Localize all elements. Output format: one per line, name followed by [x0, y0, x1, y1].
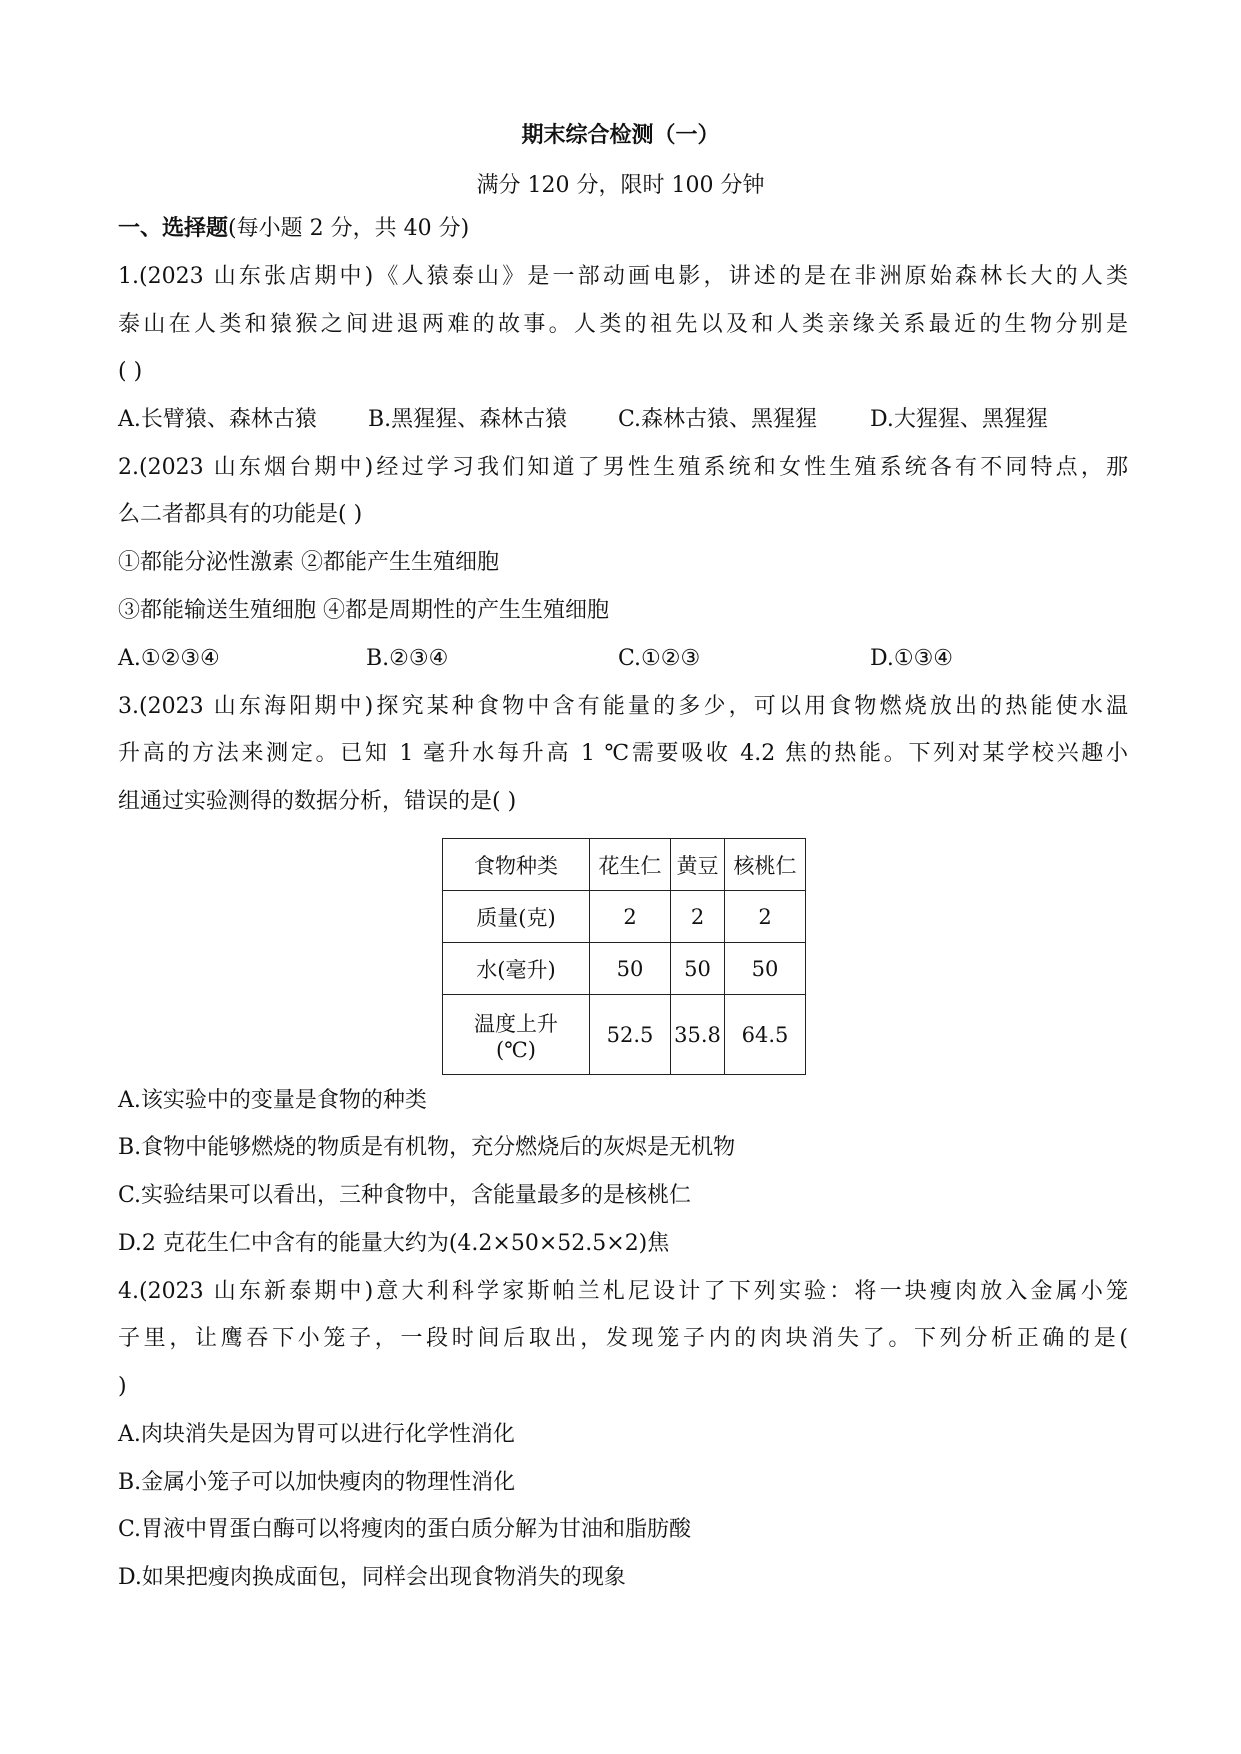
q1-line-1: 1.(2023 山东张店期中)《人猿泰山》是一部动画电影，讲述的是在非洲原始森林长大的人类 [118, 264, 1128, 289]
table-header-row [443, 839, 806, 891]
table-header-cell: 花生仁 [590, 839, 671, 891]
q2-option-c: C.①②③ [618, 646, 701, 671]
page-title: 期末综合检测（一） [521, 123, 720, 148]
q2-option-d: D.①③④ [870, 646, 954, 671]
table-cell: 50 [590, 943, 671, 995]
table-row [443, 891, 806, 943]
table-cell-temperature-label [443, 995, 590, 1075]
q2-option-b: B.②③④ [366, 646, 449, 671]
q3-line-3: 组通过实验测得的数据分析，错误的是( ) [118, 789, 517, 814]
q3-option-d: D.2 克花生仁中含有的能量大约为(4.2×50×52.5×2)焦 [118, 1231, 670, 1256]
table-cell: 52.5 [590, 995, 671, 1075]
q1-option-b: B.黑猩猩、森林古猿 [368, 407, 568, 432]
table-cell: 64.5 [725, 995, 806, 1075]
q4-option-a: A.肉块消失是因为胃可以进行化学性消化 [118, 1422, 515, 1447]
table-row [443, 995, 806, 1075]
table-cell: 2 [725, 891, 806, 943]
section-heading: 一、选择题 [118, 216, 229, 241]
q1-line-2: 泰山在人类和猿猴之间进退两难的故事。人类的祖先以及和人类亲缘关系最近的生物分别是 [118, 312, 1128, 337]
page-subtitle: 满分 120 分，限时 100 分钟 [476, 173, 765, 198]
q1-option-d: D.大猩猩、黑猩猩 [870, 407, 1048, 432]
temp-label-line-1: 温度上升 [474, 1011, 558, 1036]
q1-answer-blank: ( ) [118, 359, 143, 384]
table-cell: 35.8 [671, 995, 725, 1075]
section-note: (每小题 2 分，共 40 分) [228, 216, 470, 241]
table-row [443, 943, 806, 995]
food-energy-table [442, 838, 806, 1075]
q2-statement-1: ①都能分泌性激素 ②都能产生生殖细胞 [118, 550, 499, 575]
table-cell: 2 [590, 891, 671, 943]
q2-option-a: A.①②③④ [118, 646, 220, 671]
q4-line-1: 4.(2023 山东新泰期中)意大利科学家斯帕兰札尼设计了下列实验：将一块瘦肉放入金属小笼 [118, 1279, 1128, 1304]
table-cell: 50 [671, 943, 725, 995]
table-cell: 2 [671, 891, 725, 943]
table-cell: 水(毫升) [443, 943, 590, 995]
q4-line-2: 子里，让鹰吞下小笼子，一段时间后取出，发现笼子内的肉块消失了。下列分析正确的是( [118, 1326, 1128, 1351]
section-heading-line [118, 214, 1128, 244]
q3-line-1: 3.(2023 山东海阳期中)探究某种食物中含有能量的多少，可以用食物燃烧放出的热能使水温 [118, 694, 1128, 719]
q1-option-a: A.长臂猿、森林古猿 [118, 407, 317, 432]
q4-option-d: D.如果把瘦肉换成面包，同样会出现食物消失的现象 [118, 1565, 626, 1590]
q3-line-2: 升高的方法来测定。已知 1 毫升水每升高 1 ℃需要吸收 4.2 焦的热能。下列对某学校兴趣小 [118, 741, 1128, 766]
table-header-cell: 黄豆 [671, 839, 725, 891]
q4-option-c: C.胃液中胃蛋白酶可以将瘦肉的蛋白质分解为甘油和脂肪酸 [118, 1517, 692, 1542]
table-header-cell: 核桃仁 [725, 839, 806, 891]
q4-line-3: ) [118, 1374, 127, 1399]
table-header-cell: 食物种类 [443, 839, 590, 891]
q3-option-c: C.实验结果可以看出，三种食物中，含能量最多的是核桃仁 [118, 1183, 692, 1208]
q3-option-a: A.该实验中的变量是食物的种类 [118, 1088, 427, 1113]
q2-line-1: 2.(2023 山东烟台期中)经过学习我们知道了男性生殖系统和女性生殖系统各有不同特点，那 [118, 455, 1128, 480]
table-cell: 50 [725, 943, 806, 995]
q2-line-2: 么二者都具有的功能是( ) [118, 502, 363, 527]
q2-statement-2: ③都能输送生殖细胞 ④都是周期性的产生生殖细胞 [118, 598, 609, 623]
table-cell: 质量(克) [443, 891, 590, 943]
temp-label-line-2: (℃) [496, 1037, 536, 1062]
q4-option-b: B.金属小笼子可以加快瘦肉的物理性消化 [118, 1470, 516, 1495]
q3-option-b: B.食物中能够燃烧的物质是有机物，充分燃烧后的灰烬是无机物 [118, 1135, 736, 1160]
q1-option-c: C.森林古猿、黑猩猩 [618, 407, 818, 432]
